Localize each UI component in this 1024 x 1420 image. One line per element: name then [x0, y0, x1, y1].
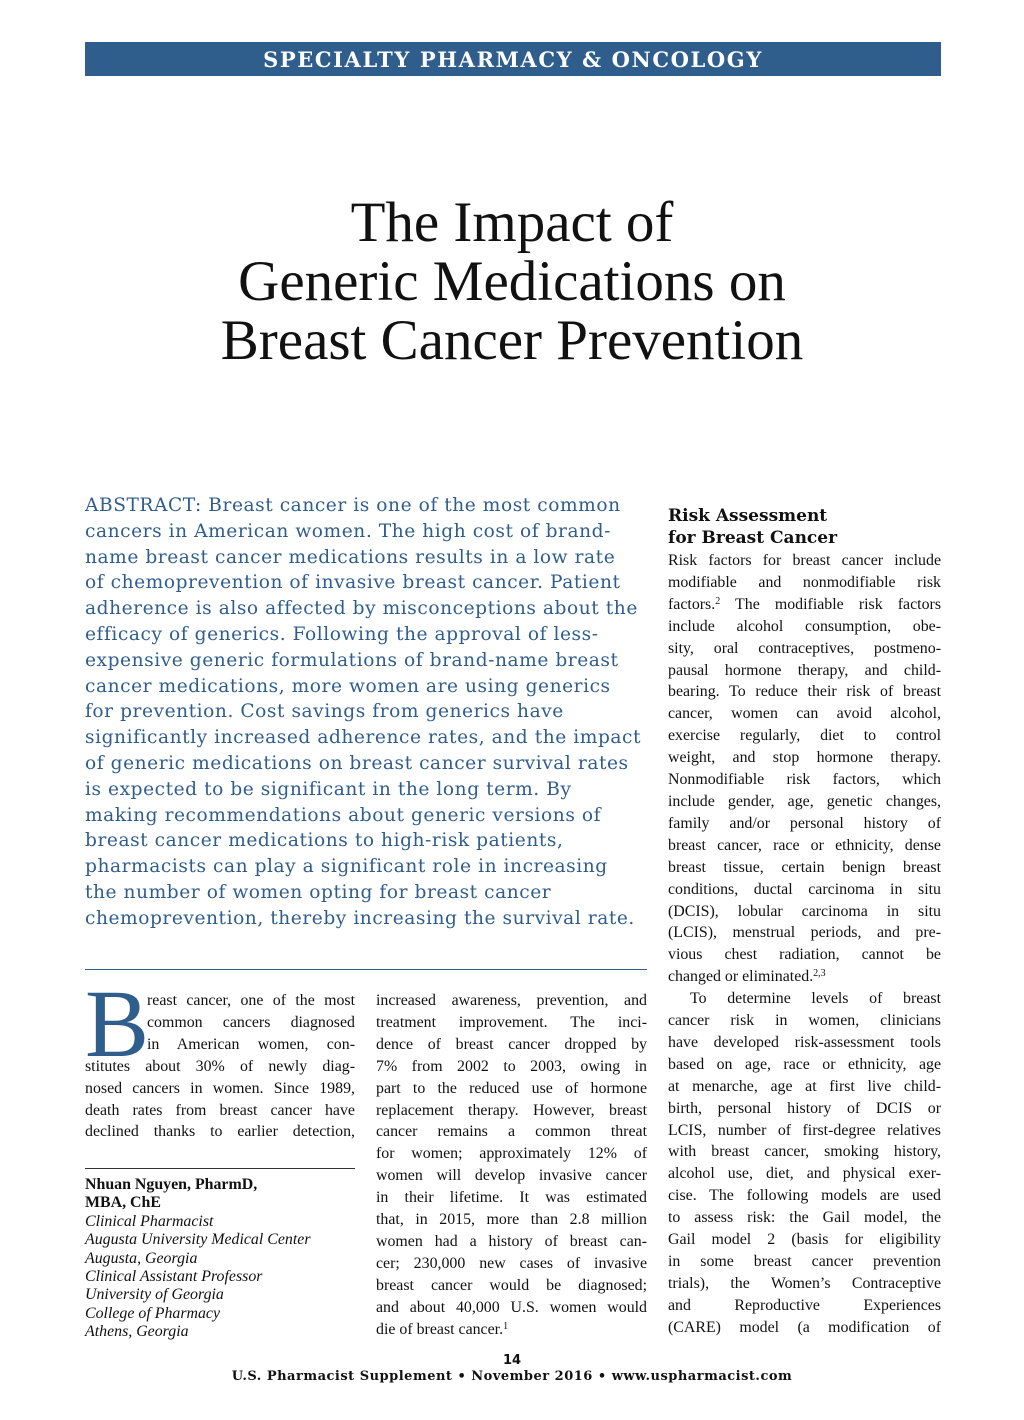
author-affiliation: College of Pharmacy — [85, 1304, 221, 1322]
author-divider — [85, 1168, 355, 1169]
title-line: Generic Medications on — [238, 250, 786, 313]
body-line-text: factors. — [668, 595, 716, 613]
citation-superscript: 1 — [503, 1320, 509, 1332]
body-line: LCIS, number of first-degree relatives — [668, 1121, 941, 1139]
author-affiliation: Augusta, Georgia — [85, 1249, 198, 1267]
abstract-line: pharmacists can play a significant role in increasing — [85, 856, 608, 878]
body-line: women had a history of breast can- — [376, 1232, 647, 1250]
body-column-1 — [85, 990, 355, 1143]
body-line: to assess risk: the Gail model, the — [668, 1209, 941, 1227]
section-heading-line: Risk Assessment — [668, 506, 828, 526]
body-line: conditions, ductal carcinoma in situ — [668, 880, 941, 898]
body-line: (LCIS), menstrual periods, and pre- — [668, 924, 941, 942]
body-line: reast cancer, one of the most — [147, 992, 355, 1009]
body-line: Risk factors for breast cancer include — [668, 552, 941, 569]
author-credentials: MBA, ChE — [85, 1194, 161, 1212]
body-line: bearing. To reduce their risk of breast — [668, 683, 941, 701]
body-line: part to the reduced use of hormone — [376, 1079, 647, 1097]
body-line: death rates from breast cancer have — [85, 1101, 355, 1119]
body-line: sity, oral contraceptives, postmeno- — [668, 639, 941, 657]
abstract-line: making recommendations about generic versions of — [85, 804, 602, 826]
body-line: modifiable and nonmodifiable risk — [668, 573, 941, 591]
body-line — [376, 1319, 647, 1341]
author-name: Nhuan Nguyen, PharmD, — [85, 1176, 258, 1193]
title-line: Breast Cancer Prevention — [220, 309, 804, 372]
article-title — [60, 193, 964, 370]
body-line: at menarche, age at first live child- — [668, 1077, 941, 1095]
body-line-text: changed or eliminated. — [668, 968, 814, 986]
body-line: include alcohol consumption, obe- — [668, 617, 941, 635]
author-affiliation: University of Georgia — [85, 1286, 224, 1304]
body-line: family and/or personal history of — [668, 814, 941, 832]
body-line: cancer remains a common threat — [376, 1123, 647, 1141]
body-line: common cancers diagnosed — [147, 1013, 355, 1031]
abstract-line: cancers in American women. The high cost of brand- — [85, 520, 611, 542]
body-line: weight, and stop hormone therapy. — [668, 749, 941, 767]
body-line: (DCIS), lobular carcinoma in situ — [668, 902, 941, 920]
body-line: increased awareness, prevention, and — [376, 992, 647, 1009]
body-line: include gender, age, genetic changes, — [668, 792, 941, 810]
author-block — [85, 1176, 360, 1342]
abstract-line: is expected to be significant in the long term. By — [85, 778, 572, 800]
body-line: dence of breast cancer dropped by — [376, 1035, 647, 1053]
abstract-line: ABSTRACT: Breast cancer is one of the most common — [85, 495, 621, 516]
body-line: in some breast cancer prevention — [668, 1253, 941, 1270]
body-line: for women; approximately 12% of — [376, 1145, 647, 1163]
body-line: trials), the Women’s Contraceptive — [668, 1274, 941, 1292]
body-line — [668, 594, 941, 616]
body-line: alcohol use, diet, and physical exer- — [668, 1165, 941, 1183]
author-affiliation: Athens, Georgia — [85, 1323, 189, 1341]
body-line: cancer risk in women, clinicians — [668, 1012, 941, 1030]
body-line: have developed risk-assessment tools — [668, 1033, 941, 1051]
body-line: breast cancer would be diagnosed; — [376, 1276, 647, 1294]
body-line: vious chest radiation, cannot be — [668, 946, 941, 964]
abstract-line: breast cancer medications to high-risk patients, — [85, 830, 564, 852]
body-line-text: The modifiable risk factors — [720, 595, 941, 613]
body-line-text: die of breast cancer. — [376, 1320, 504, 1338]
body-column-2 — [376, 990, 647, 1341]
body-line: Gail model 2 (basis for eligibility — [668, 1231, 941, 1249]
title-line: The Impact of — [350, 191, 674, 254]
body-line: nosed cancers in women. Since 1989, — [85, 1079, 355, 1097]
abstract-line: of generic medications on breast cancer survival rates — [85, 752, 629, 774]
body-line: with breast cancer, smoking history, — [668, 1143, 941, 1161]
body-line: To determine levels of breast — [690, 990, 941, 1008]
section-banner: SPECIALTY PHARMACY & ONCOLOGY — [85, 42, 941, 76]
author-affiliation: Clinical Pharmacist — [85, 1212, 214, 1230]
abstract — [85, 493, 660, 932]
abstract-divider — [85, 969, 647, 970]
body-line: cise. The following models are used — [668, 1187, 941, 1205]
abstract-line: expensive generic formulations of brand-name breast — [85, 649, 619, 671]
body-line: women will develop invasive cancer — [376, 1167, 647, 1185]
body-line: and Reproductive Experiences — [668, 1296, 941, 1314]
abstract-line: significantly increased adherence rates, and the impact — [85, 727, 642, 749]
abstract-line: chemoprevention, thereby increasing the survival rate. — [85, 907, 635, 929]
body-line: exercise regularly, diet to control — [668, 727, 941, 745]
body-line: breast tissue, certain benign breast — [668, 858, 941, 876]
body-line: Nonmodifiable risk factors, which — [668, 771, 941, 789]
body-line: in their lifetime. It was estimated — [376, 1189, 647, 1207]
abstract-line: for prevention. Cost savings from generics have — [85, 701, 564, 723]
body-line: pausal hormone therapy, and child- — [668, 661, 941, 679]
body-line: cancer, women can avoid alcohol, — [668, 705, 941, 723]
body-line: (CARE) model (a modification of — [668, 1318, 941, 1336]
body-line: breast cancer, race or ethnicity, dense — [668, 836, 941, 854]
body-line: treatment improvement. The inci- — [376, 1013, 647, 1031]
abstract-line: cancer medications, more women are using generics — [85, 675, 611, 697]
drop-cap: B — [85, 970, 150, 1077]
abstract-line: efficacy of generics. Following the approval of less- — [85, 623, 599, 645]
section-heading — [668, 505, 948, 549]
body-column-3 — [668, 550, 941, 1339]
author-affiliation: Clinical Assistant Professor — [85, 1268, 263, 1286]
section-heading-line: for Breast Cancer — [668, 528, 838, 548]
body-line: and about 40,000 U.S. women would — [376, 1298, 647, 1316]
body-line: in American women, con- — [147, 1035, 355, 1053]
body-line: stitutes about 30% of newly diag- — [85, 1057, 355, 1075]
abstract-line: name breast cancer medications results in a low rate — [85, 546, 616, 568]
body-line: declined thanks to earlier detection, — [85, 1123, 355, 1141]
author-affiliation: Augusta University Medical Center — [85, 1231, 311, 1249]
citation-superscript: 2,3 — [813, 968, 826, 980]
abstract-line: adherence is also affected by misconceptions about the — [85, 598, 638, 620]
citation-superscript: 2 — [715, 595, 721, 607]
body-line: birth, personal history of DCIS or — [668, 1099, 941, 1117]
abstract-line: the number of women opting for breast cancer — [85, 881, 552, 903]
page-number: 14 — [502, 1353, 522, 1368]
body-line: 7% from 2002 to 2003, owing in — [376, 1057, 647, 1075]
body-line: cer; 230,000 new cases of invasive — [376, 1254, 647, 1272]
body-line: that, in 2015, more than 2.8 million — [376, 1211, 647, 1229]
body-line: replacement therapy. However, breast — [376, 1101, 647, 1119]
page-footer: U.S. Pharmacist Supplement • November 2016 • www.uspharmacist.com — [231, 1369, 793, 1384]
abstract-line: of chemoprevention of invasive breast cancer. Patient — [85, 572, 621, 594]
body-line — [668, 966, 941, 988]
body-line: based on age, race or ethnicity, age — [668, 1055, 941, 1073]
